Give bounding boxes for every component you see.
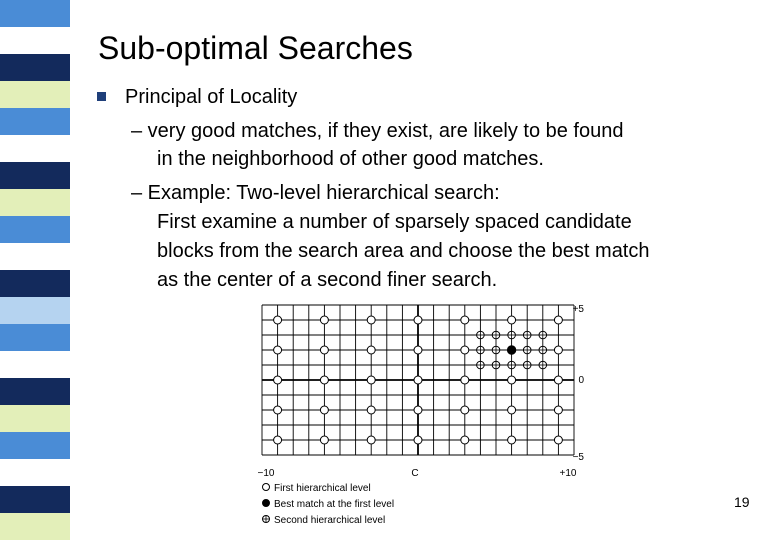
stripe-block	[0, 459, 70, 486]
legend-second-level-icon	[263, 516, 270, 523]
second-level-point	[477, 331, 485, 339]
first-level-point	[461, 376, 469, 384]
first-level-point	[367, 316, 375, 324]
second-level-point	[539, 361, 547, 369]
bullet-square-icon	[97, 92, 106, 101]
stripe-block	[0, 135, 70, 162]
stripe-block	[0, 216, 70, 243]
stripe-block	[0, 81, 70, 108]
stripe-block	[0, 351, 70, 378]
hierarchical-search-figure	[248, 293, 590, 538]
sub-bullet-2-line-2: First examine a number of sparsely spaced candidate	[157, 211, 632, 233]
sub-bullet-2-line-3: blocks from the search area and choose the best match	[157, 240, 650, 262]
stripe-block	[0, 378, 70, 405]
stripe-block	[0, 432, 70, 459]
first-level-point	[274, 376, 282, 384]
first-level-point	[554, 376, 562, 384]
first-level-point	[554, 316, 562, 324]
second-level-point	[508, 361, 516, 369]
first-level-point	[414, 436, 422, 444]
stripe-block	[0, 405, 70, 432]
first-level-point	[414, 406, 422, 414]
first-level-point	[508, 316, 516, 324]
legend-first-level-icon	[263, 484, 270, 491]
second-level-point	[477, 361, 485, 369]
first-level-point	[414, 376, 422, 384]
x-label-left: −10	[257, 468, 275, 479]
legend-first-level: First hierarchical level	[274, 483, 371, 494]
sub-bullet-1-line-2: in the neighborhood of other good matches.	[157, 148, 544, 170]
first-level-point	[508, 376, 516, 384]
stripe-block	[0, 270, 70, 297]
first-level-point	[554, 436, 562, 444]
second-level-point	[539, 346, 547, 354]
x-label-center: C	[411, 468, 419, 479]
first-level-point	[274, 346, 282, 354]
first-level-point	[367, 376, 375, 384]
legend-best-match-icon	[263, 500, 270, 507]
best-match-point	[507, 346, 515, 354]
first-level-point	[367, 346, 375, 354]
first-level-point	[461, 316, 469, 324]
second-level-point	[492, 361, 500, 369]
first-level-point	[461, 406, 469, 414]
stripe-block	[0, 0, 70, 27]
page-number: 19	[734, 494, 750, 510]
first-level-point	[367, 436, 375, 444]
first-level-point	[320, 316, 328, 324]
first-level-point	[414, 316, 422, 324]
stripe-block	[0, 486, 70, 513]
stripe-block	[0, 324, 70, 351]
second-level-point	[508, 331, 516, 339]
y-label-bottom: −5	[572, 452, 584, 463]
stripe-block	[0, 108, 70, 135]
first-level-point	[461, 436, 469, 444]
first-level-point	[414, 346, 422, 354]
stripe-block	[0, 243, 70, 270]
second-level-point	[523, 331, 531, 339]
stripe-block	[0, 513, 70, 540]
y-label-mid: 0	[578, 375, 584, 386]
search-grid-diagram	[248, 293, 590, 538]
first-level-point	[367, 406, 375, 414]
second-level-point	[492, 346, 500, 354]
legend-best-match: Best match at the first level	[274, 499, 395, 510]
second-level-point	[523, 361, 531, 369]
first-level-point	[508, 436, 516, 444]
first-level-point	[554, 406, 562, 414]
bullet-principal-of-locality: Principal of Locality	[125, 86, 298, 108]
stripe-block	[0, 54, 70, 81]
stripe-block	[0, 189, 70, 216]
decorative-stripe	[0, 0, 70, 540]
second-level-point	[539, 331, 547, 339]
sub-bullet-2-line-4: as the center of a second finer search.	[157, 269, 498, 291]
first-level-point	[320, 406, 328, 414]
y-label-top: +5	[572, 304, 584, 315]
second-level-point	[523, 346, 531, 354]
first-level-point	[508, 406, 516, 414]
first-level-point	[320, 346, 328, 354]
stripe-block	[0, 27, 70, 54]
first-level-point	[554, 346, 562, 354]
sub-bullet-1-line-1: – very good matches, if they exist, are likely to be found	[131, 120, 624, 142]
first-level-point	[461, 346, 469, 354]
second-level-point	[492, 331, 500, 339]
first-level-point	[320, 436, 328, 444]
slide-title: Sub-optimal Searches	[98, 30, 413, 66]
first-level-point	[274, 406, 282, 414]
first-level-point	[320, 376, 328, 384]
x-label-right: +10	[559, 468, 577, 479]
stripe-block	[0, 297, 70, 324]
stripe-block	[0, 162, 70, 189]
second-level-point	[477, 346, 485, 354]
legend-second-level: Second hierarchical level	[274, 515, 386, 526]
first-level-point	[274, 316, 282, 324]
sub-bullet-2-line-1: – Example: Two-level hierarchical search:	[131, 182, 500, 204]
first-level-point	[274, 436, 282, 444]
